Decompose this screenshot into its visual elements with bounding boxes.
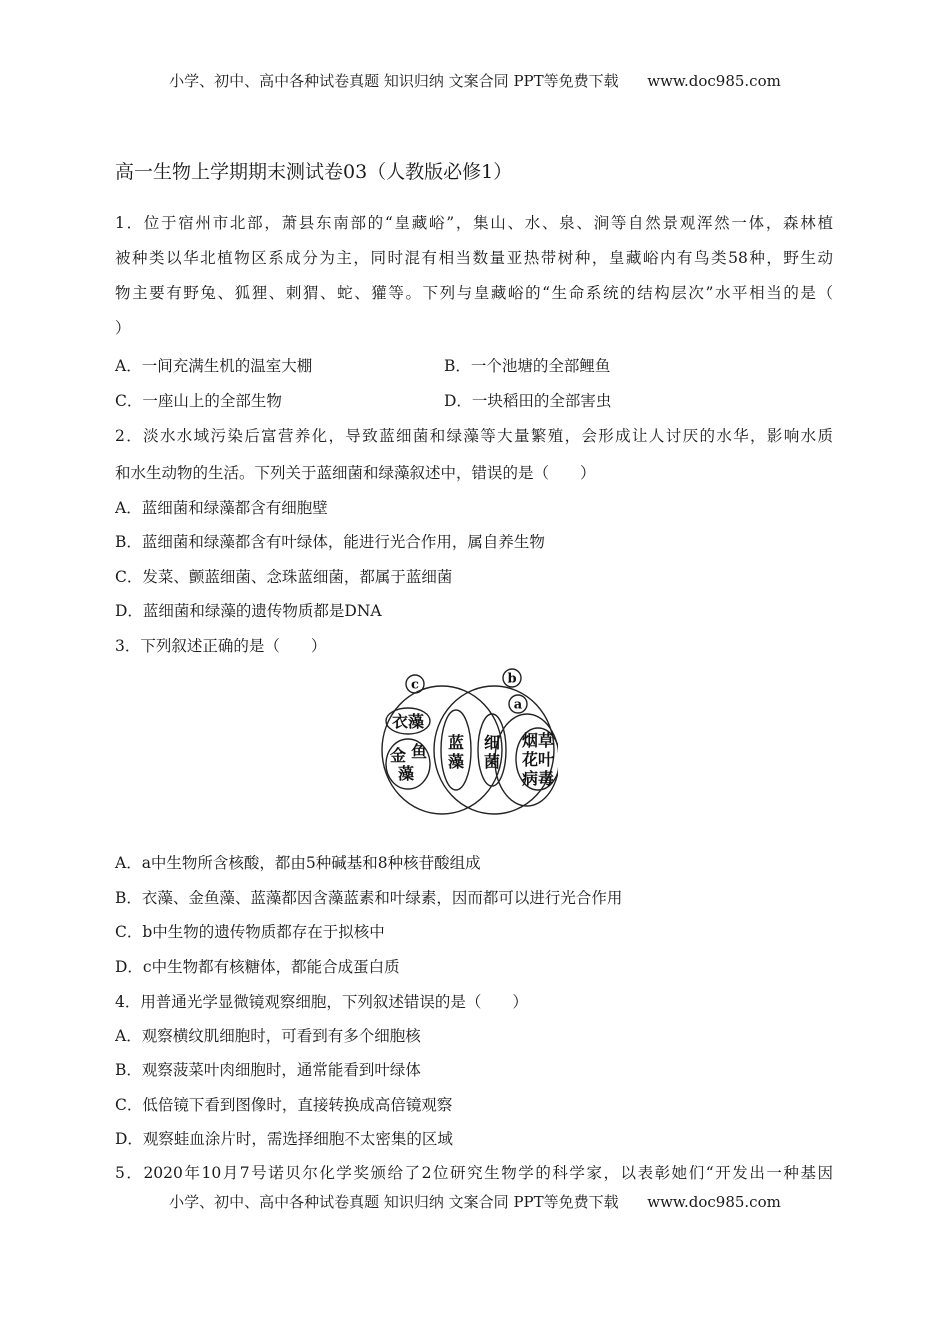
xi-label: 细 [483, 733, 501, 752]
q4-option-d: D．观察蛙血涂片时，需选择细胞不太密集的区域 [115, 1130, 453, 1148]
q4-option-c: C．低倍镜下看到图像时，直接转换成高倍镜观察 [115, 1096, 453, 1114]
q3-option-b: B．衣藻、金鱼藻、蓝藻都因含藻蓝素和叶绿素，因而都可以进行光合作用 [115, 889, 623, 907]
yu-label: 鱼 [410, 742, 428, 761]
q5-stem: 5．2020年10月7号诺贝尔化学奖颁给了2位研究生物学的科学家，以表彰她们“开发出一种基因 [115, 1164, 833, 1182]
page-footer: 小学、初中、高中各种试卷真题 知识归纳 文案合同 PPT等免费下载 www.doc985.com [169, 1193, 781, 1211]
q4-option-a: A．观察横纹肌细胞时，可看到有多个细胞核 [115, 1027, 421, 1045]
venn-diagram [378, 668, 558, 818]
q2-option-b: B．蓝细菌和绿藻都含有叶绿体，能进行光合作用，属自养生物 [115, 533, 545, 551]
q1-line-1: 1．位于宿州市北部，萧县东南部的“皇藏峪”，集山、水、泉、涧等自然景观浑然一体，森林植 [115, 214, 833, 232]
q1-option-b: B．一个池塘的全部鲤鱼 [444, 357, 611, 375]
virus-label-3: 病毒 [521, 769, 555, 788]
q1-option-d: D．一块稻田的全部害虫 [444, 392, 612, 410]
q1-line-4: ） [115, 319, 131, 337]
q1-option-c: C．一座山上的全部生物 [115, 392, 282, 410]
lanzao-zao-label: 藻 [447, 752, 465, 771]
q3-option-c: C．b中生物的遗传物质都存在于拟核中 [115, 923, 385, 941]
q4-option-b: B．观察菠菜叶肉细胞时，通常能看到叶绿体 [115, 1061, 421, 1079]
q3-option-d: D．c中生物都有核糖体，都能合成蛋白质 [115, 958, 400, 976]
jin-label: 金 [389, 746, 407, 765]
page-title: 高一生物上学期期末测试卷03（人教版必修1） [115, 161, 513, 183]
q3-option-a: A．a中生物所含核酸，都由5种碱基和8种核苷酸组成 [115, 854, 481, 872]
q2-option-a: A．蓝细菌和绿藻都含有细胞壁 [115, 499, 328, 517]
q2-option-d: D．蓝细菌和绿藻的遗传物质都是DNA [115, 602, 382, 620]
q3-stem: 3．下列叙述正确的是（ ） [115, 637, 327, 655]
q2-option-c: C．发菜、颤蓝细菌、念珠蓝细菌，都属于蓝细菌 [115, 568, 453, 586]
label-a: a [513, 697, 523, 713]
virus-label-2: 花叶 [521, 750, 555, 769]
q1-line-3: 物主要有野兔、狐狸、刺猬、蛇、獾等。下列与皇藏峪的“生命系统的结构层次”水平相当的是（ [115, 284, 833, 302]
zao-label: 藻 [397, 764, 415, 783]
lan-label: 蓝 [447, 733, 465, 752]
jun-label: 菌 [483, 752, 501, 771]
label-b: b [507, 671, 517, 687]
q1-option-a: A．一间充满生机的温室大棚 [115, 357, 313, 375]
yizao-label: 衣藻 [391, 712, 425, 731]
page-header: 小学、初中、高中各种试卷真题 知识归纳 文案合同 PPT等免费下载 www.doc985.com [169, 72, 781, 90]
q2-line-1: 2．淡水水域污染后富营养化，导致蓝细菌和绿藻等大量繁殖，会形成让人讨厌的水华，影响水质 [115, 427, 833, 445]
q1-line-2: 被种类以华北植物区系成分为主，同时混有相当数量亚热带树种，皇藏峪内有鸟类58种，野生动 [115, 249, 833, 267]
virus-label-1: 烟草 [521, 731, 555, 750]
q4-stem: 4．用普通光学显微镜观察细胞，下列叙述错误的是（ ） [115, 993, 528, 1011]
q2-line-2: 和水生动物的生活。下列关于蓝细菌和绿藻叙述中，错误的是（ ） [115, 464, 596, 482]
label-c: c [411, 677, 419, 693]
